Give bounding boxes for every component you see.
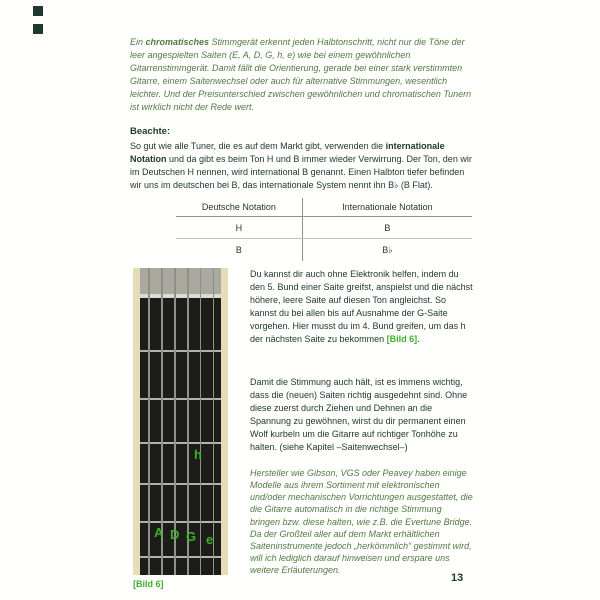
notation-table [176,198,472,261]
fret-wire [140,398,221,400]
beachte-heading: Beachte: [130,126,171,137]
intro-text-1: Ein [130,37,146,47]
guitar-fretboard [140,298,221,575]
beachte-text-2: und da gibt es beim Ton H und B immer wieder Verwirrung. Der Ton, den wir im Deutschen H nennen, wird international B genannt. Einen Halbton tiefer befinden wir uns im deutschen bei B, das internationale System nennt ihn B♭ (B Flat). [130,154,472,191]
table-row [176,217,472,239]
right-column-paragraph-3: Hersteller wie Gibson, VGS oder Peavey haben einige Modelle aus ihrem Sortiment mit elektronischen und/oder mechanischen Vorrichtungen ausgestattet, die die Gitarre automatisch in die richtige Stimmung bringen bzw. diese halten, wie z.B. die Evertune Bridge. Da der Großteil aller auf dem Markt erhältlichen Saiteninstrumente jedoch „herkömmlich“ gestimmt wird, will ich lediglich darauf hinweisen und erspare uns weitere Erläuterungen. [250,468,473,576]
table-row [176,239,472,261]
intro-paragraph [130,36,474,114]
beachte-text-1: So gut wie alle Tuner, die es auf dem Markt gibt, verwenden die [130,141,386,151]
fret-wire [140,442,221,444]
note-label-h: h [194,447,202,462]
table-cell-deutsch-b: B [235,245,242,255]
table-cell-international-b: B [302,217,472,238]
rc1-text-1: Du kannst dir auch ohne Elektronik helfen, indem du den 5. Bund einer Saite greifst, anspielst und die nächst höhere, leere Saite auf diesen Ton angleichst. So kannst du bei allen bis auf Ausnahme der G-Saite vorgehen. Hier musst du im 4. Bund greifen, um das h der nächsten Saite zu bekommen [250,269,473,345]
guitar-string [148,268,150,575]
figure-caption: [Bild 6] [133,579,164,589]
table-cell-deutsch-h: H [235,223,243,233]
fret-wire [140,556,221,558]
guitar-headstock-area [140,268,221,294]
note-label-a: A [154,525,164,540]
right-column-paragraph-2: Damit die Stimmung auch hält, ist es immens wichtig, dass die (neuen) Saiten richtig ausgedehnt sind. Ohne diese zuerst durch Ziehen und Dehnen an die Spannung zu gewöhnen, wirst du dir permanent einen Wolf kurbeln um die Gitarre auf richtiger Tonhöhe zu halten. (siehe Kapitel –Saitenwechsel–) [250,377,468,453]
table-header-deutsche-notation: Deutsche Notation [201,202,276,212]
table-header-internationale-notation: Internationale Notation [302,198,472,216]
right-column-paragraph-1 [250,268,474,346]
fretboard-figure [133,268,228,575]
page-edge-marker-bottom [33,24,43,34]
intro-text-2: Stimmgerät erkennt jeden Halbtonschritt, nicht nur die Töne der leer angespielten Saiten (E, A, D, G, h, e) wie bei einem gewöhnlichen Gitarrenstimmgerät. Damit fällt die Orientierung, gerade bei einer stark verstimmten Gitarre, einem Saitenwechsel oder auch für alternative Stimmungen, wesentlich leichter. Und der Preisunterschied zwischen gewöhnlichen und chromatischen Tunern ist wirklich nicht der Rede wert. [130,37,472,113]
notation-table-header-row [176,198,472,217]
note-label-g: G [186,529,197,544]
note-label-d: D [170,527,180,542]
fret-wire [140,483,221,485]
table-cell-international-bflat: B♭ [302,239,472,261]
guitar-string [213,268,214,575]
rc1-text-2: . [417,334,420,345]
fret-wire [140,521,221,523]
note-label-e: e [206,532,214,547]
bild-6-reference: [Bild 6] [386,334,418,345]
fret-wire [140,350,221,352]
beachte-bold-notation: internationale Notation [130,141,445,165]
page-edge-marker-top [33,6,43,16]
beachte-paragraph [130,140,474,192]
guitar-string [200,268,201,575]
page-number: 13 [451,572,464,584]
intro-bold-chromatisches: chromatisches [145,37,210,47]
